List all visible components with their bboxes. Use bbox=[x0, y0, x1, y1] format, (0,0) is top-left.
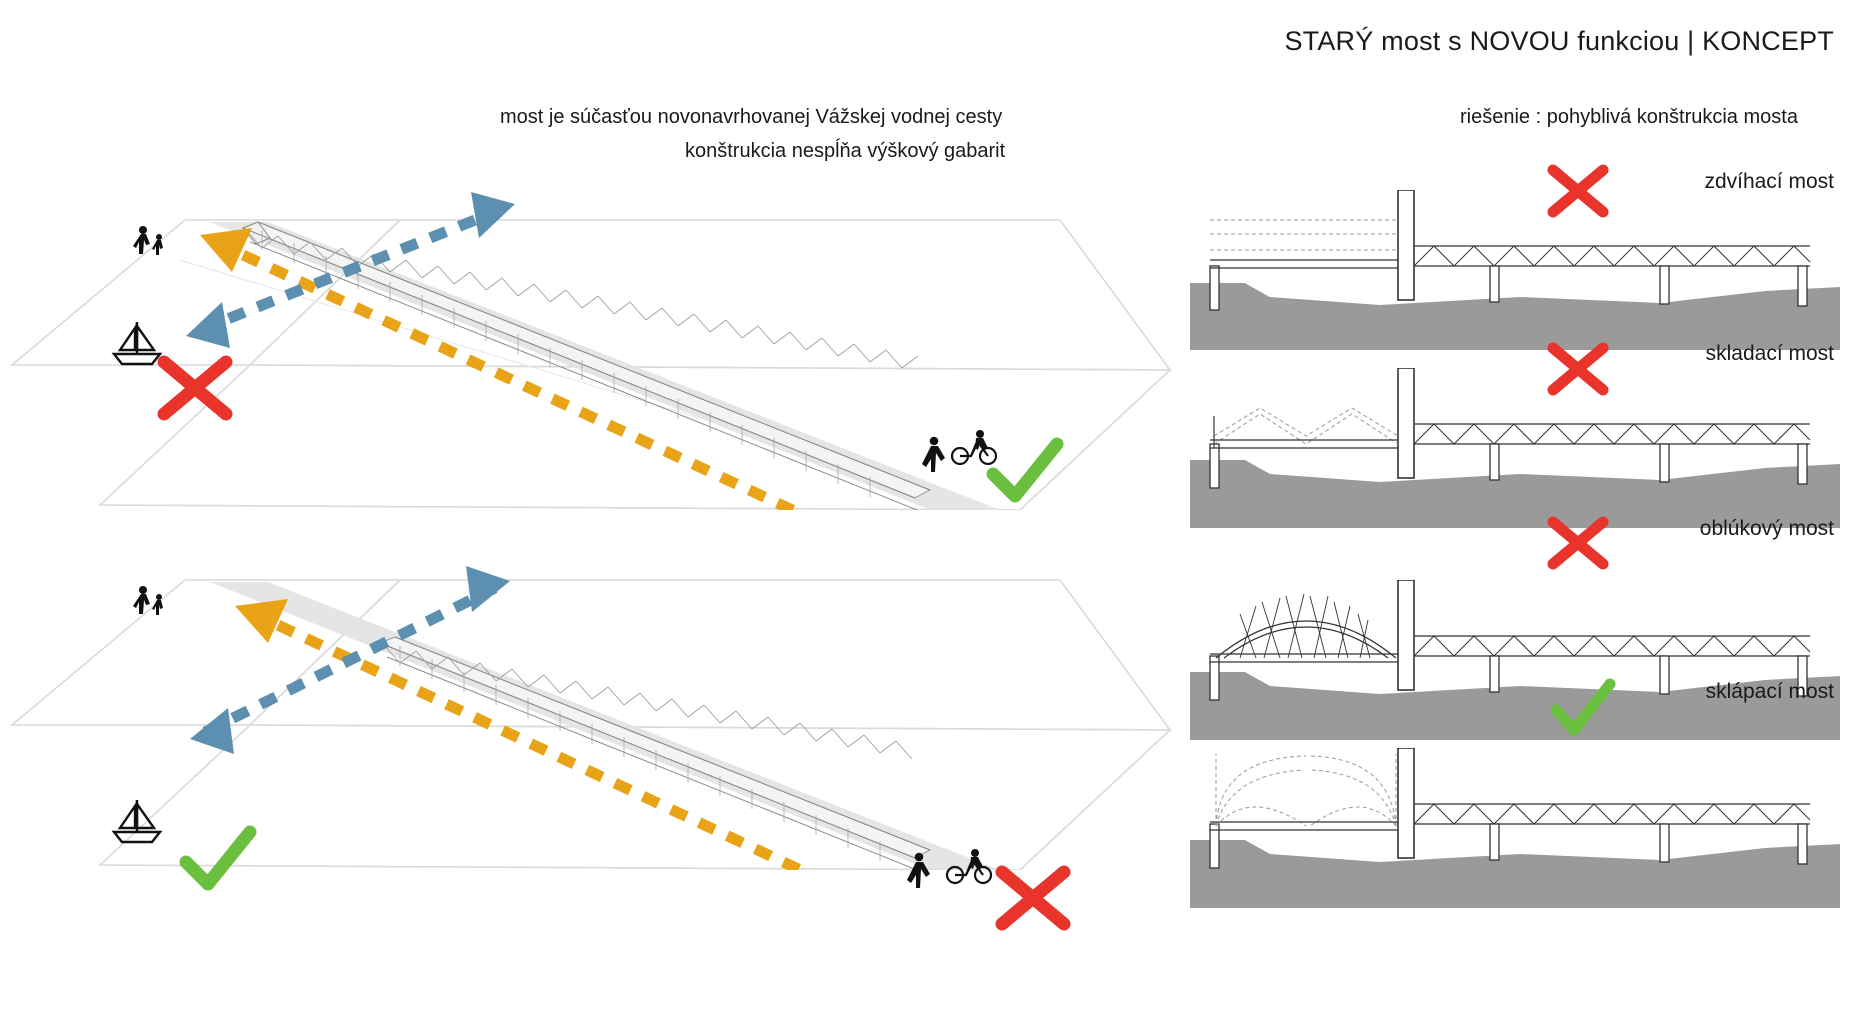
pedestrian-icon bbox=[905, 852, 935, 890]
cyclist-icon bbox=[950, 426, 998, 468]
section-option-lift bbox=[1190, 190, 1840, 350]
section-option-arch bbox=[1190, 580, 1840, 740]
family-icon bbox=[128, 584, 172, 618]
boat-icon bbox=[108, 316, 166, 368]
status-badge-cross-scenario2 bbox=[990, 860, 1076, 936]
option-label-fold: skladací most bbox=[1705, 342, 1834, 365]
family-icon bbox=[128, 224, 172, 258]
section-option-bascule bbox=[1190, 748, 1840, 908]
axonometric-scenario-1 bbox=[0, 180, 1180, 510]
option-label-bascule: sklápací most bbox=[1705, 680, 1834, 703]
left-caption-line2: konštrukcia nespĺňa výškový gabarit bbox=[685, 140, 1006, 162]
cyclist-icon bbox=[945, 845, 993, 887]
option-label-lift: zdvíhací most bbox=[1704, 170, 1834, 193]
left-caption-line1: most je súčasťou novonavrhovanej Vážskej vodnej cesty bbox=[500, 106, 1003, 128]
page-title: STARÝ most s NOVOU funkciou | KONCEPT bbox=[1284, 26, 1834, 56]
section-option-fold bbox=[1190, 368, 1840, 528]
pedestrian-icon bbox=[920, 436, 950, 474]
boat-icon bbox=[108, 794, 166, 846]
axonometric-scenario-2 bbox=[0, 540, 1180, 870]
right-caption: riešenie : pohyblivá konštrukcia mosta bbox=[1460, 106, 1798, 128]
option-label-arch: oblúkový most bbox=[1699, 517, 1834, 540]
